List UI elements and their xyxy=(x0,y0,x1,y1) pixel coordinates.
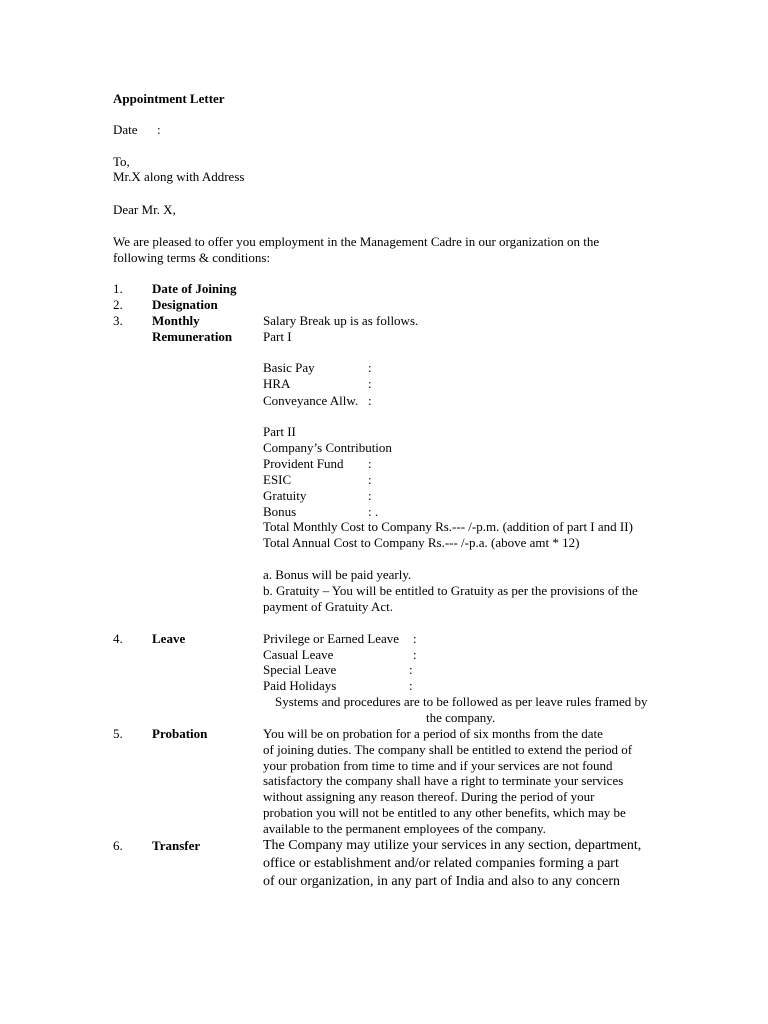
salary-row-colon: : xyxy=(368,393,372,408)
salary-note-a: a. Bonus will be paid yearly. xyxy=(263,567,412,582)
salary-row-label: Basic Pay xyxy=(263,360,315,375)
total-monthly-cost: Total Monthly Cost to Company Rs.--- /-p.m. (addition of part I and II) xyxy=(263,519,633,534)
leave-row-label: Paid Holidays xyxy=(263,678,337,693)
date-label: Date xyxy=(113,122,138,137)
salary-row-colon: : xyxy=(368,456,372,471)
salary-row-label: ESIC xyxy=(263,472,292,487)
salutation: Dear Mr. X, xyxy=(113,202,176,217)
item-number: 1. xyxy=(113,281,123,296)
salary-row-colon: : xyxy=(368,376,372,391)
leave-row-colon: : xyxy=(409,662,413,677)
salary-row-label: Provident Fund xyxy=(263,456,344,471)
salary-row-label: Bonus xyxy=(263,504,297,519)
salary-row-label: Conveyance Allw. xyxy=(263,393,359,408)
item-label-probation: Probation xyxy=(152,726,208,741)
salary-row-colon: : xyxy=(368,360,372,375)
leave-row-colon: : xyxy=(413,631,417,646)
probation-text-line: satisfactory the company shall have a right to terminate your services xyxy=(263,773,624,788)
salary-note-b-line-2: payment of Gratuity Act. xyxy=(263,599,393,614)
item-number: 6. xyxy=(113,838,123,853)
item-label-date-of-joining: Date of Joining xyxy=(152,281,237,296)
leave-row-colon: : xyxy=(409,678,413,693)
total-annual-cost: Total Annual Cost to Company Rs.--- /-p.a. (above amt * 12) xyxy=(263,535,580,550)
leave-row-label: Privilege or Earned Leave xyxy=(263,631,400,646)
salary-part2-subheading: Company’s Contribution xyxy=(263,440,392,455)
item-label-remuneration: Remuneration xyxy=(152,329,233,344)
leave-note-line-1: Systems and procedures are to be followed as per leave rules framed by xyxy=(275,694,648,709)
item-label-leave: Leave xyxy=(152,631,186,646)
salary-intro: Salary Break up is as follows. xyxy=(263,313,419,328)
probation-text-line: your probation from time to time and if your services are not found xyxy=(263,758,613,773)
probation-text-line: of joining duties. The company shall be entitled to extend the period of xyxy=(263,742,633,757)
intro-line-1: We are pleased to offer you employment in the Management Cadre in our organization on the xyxy=(113,234,600,249)
leave-note-line-2: the company. xyxy=(426,710,496,725)
date-colon: : xyxy=(157,122,161,137)
to-line: To, xyxy=(113,154,130,169)
item-label-designation: Designation xyxy=(152,297,218,312)
probation-text-line: probation you will not be entitled to any other benefits, which may be xyxy=(263,805,626,820)
transfer-text-line: of our organization, in any part of India and also to any concern xyxy=(263,874,621,889)
probation-text-line: available to the permanent employees of the company. xyxy=(263,821,546,836)
salary-row-label: HRA xyxy=(263,376,291,391)
leave-row-label: Casual Leave xyxy=(263,647,334,662)
item-label-transfer: Transfer xyxy=(152,838,201,853)
transfer-text-line: The Company may utilize your services in any section, department, xyxy=(263,838,642,853)
item-label-monthly: Monthly xyxy=(152,313,200,328)
item-number: 5. xyxy=(113,726,123,741)
salary-row-label: Gratuity xyxy=(263,488,307,503)
leave-row-label: Special Leave xyxy=(263,662,337,677)
item-number: 4. xyxy=(113,631,123,646)
intro-line-2: following terms & conditions: xyxy=(113,250,271,265)
address-line: Mr.X along with Address xyxy=(113,169,245,184)
salary-row-colon: : xyxy=(368,488,372,503)
salary-part1-heading: Part I xyxy=(263,329,292,344)
transfer-text-line: office or establishment and/or related companies forming a part xyxy=(263,856,619,871)
letter-title: Appointment Letter xyxy=(113,91,225,106)
probation-text-line: You will be on probation for a period of six months from the date xyxy=(263,726,603,741)
salary-row-colon: : xyxy=(368,472,372,487)
probation-text-line: without assigning any reason thereof. During the period of your xyxy=(263,789,595,804)
salary-row-colon: : . xyxy=(368,504,379,519)
leave-row-colon: : xyxy=(413,647,417,662)
item-number: 2. xyxy=(113,297,123,312)
salary-part2-heading: Part II xyxy=(263,424,296,439)
salary-note-b-line-1: b. Gratuity – You will be entitled to Gratuity as per the provisions of the xyxy=(263,583,638,598)
item-number: 3. xyxy=(113,313,123,328)
